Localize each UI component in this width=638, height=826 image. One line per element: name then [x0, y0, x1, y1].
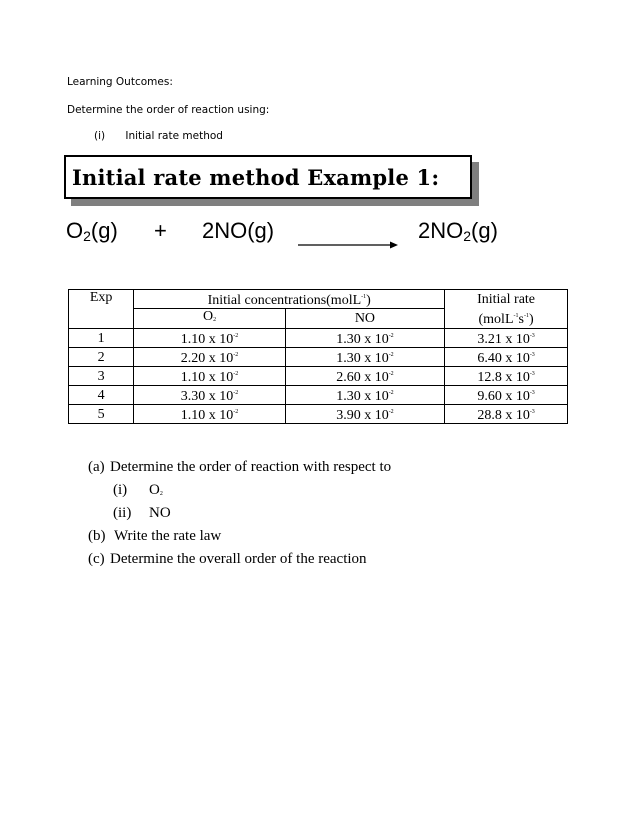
cell-o2: 3.30 x $10^{-2}$: [134, 386, 285, 405]
initial-rate-table: [68, 289, 568, 424]
learning-outcomes-line: Determine the order of reaction using:: [67, 104, 270, 116]
header-rate-units: $(molL^{-1}s^{-1})$: [445, 309, 568, 329]
reaction-equation: [66, 218, 536, 252]
table-row: [69, 405, 568, 424]
question-b: [88, 528, 221, 545]
cell-no: 1.30 x $10^{-2}$: [285, 386, 444, 405]
cell-rate: 9.60 x $10^{-3}$: [445, 386, 568, 405]
cell-o2: 1.10 x $10^{-2}$: [134, 329, 285, 348]
question-a: [88, 459, 391, 476]
question-a-ii-text: NO: [149, 505, 171, 521]
table-row: [69, 348, 568, 367]
table-row: [69, 386, 568, 405]
cell-rate: 12.8 x $10^{-3}$: [445, 367, 568, 386]
cell-no: 1.30 x $10^{-2}$: [285, 348, 444, 367]
header-concentrations: Initial concentrations(molL$^{-1}$): [134, 290, 445, 309]
cell-o2: 2.20 x $10^{-2}$: [134, 348, 285, 367]
question-c-tag: (c): [88, 551, 105, 567]
cell-rate: 3.21 x $10^{-3}$: [445, 329, 568, 348]
cell-no: 1.30 x $10^{-2}$: [285, 329, 444, 348]
learning-outcomes-item: [94, 130, 223, 142]
item-text: Initial rate method: [125, 130, 223, 142]
question-c: [88, 551, 367, 568]
cell-o2: 1.10 x $10^{-2}$: [134, 405, 285, 424]
cell-no: 3.90 x $10^{-2}$: [285, 405, 444, 424]
question-b-text: Write the rate law: [114, 528, 222, 544]
cell-exp: 5: [69, 405, 134, 424]
question-a-tag: (a): [88, 459, 105, 475]
question-a-ii-tag: (ii): [113, 505, 132, 521]
cell-exp: 2: [69, 348, 134, 367]
example-heading: Initial rate method Example 1:: [64, 155, 472, 199]
item-number: (i): [94, 130, 106, 142]
reaction-arrow-icon: [298, 230, 398, 256]
header-o2: $O_2$: [134, 309, 285, 329]
reactant-no: 2NO(g): [202, 218, 275, 243]
table-subheader-row: [69, 309, 568, 329]
table-row: [69, 329, 568, 348]
question-a-ii: [113, 505, 171, 522]
cell-exp: 3: [69, 367, 134, 386]
header-exp: Exp: [69, 290, 134, 329]
question-a-i: [113, 482, 163, 499]
product-no2: $2NO_2(g)$: [418, 218, 498, 244]
learning-outcomes-title: Learning Outcomes:: [67, 76, 173, 88]
cell-rate: 28.8 x $10^{-3}$: [445, 405, 568, 424]
question-c-text: Determine the overall order of the reaction: [110, 551, 367, 567]
cell-exp: 1: [69, 329, 134, 348]
question-b-tag: (b): [88, 528, 106, 544]
cell-rate: 6.40 x $10^{-3}$: [445, 348, 568, 367]
cell-no: 2.60 x $10^{-2}$: [285, 367, 444, 386]
question-a-i-text: $O_2$: [149, 482, 163, 498]
header-no: NO: [285, 309, 444, 329]
question-a-i-tag: (i): [113, 482, 128, 498]
question-a-text: Determine the order of reaction with respect to: [110, 459, 392, 475]
header-rate: Initial rate: [445, 290, 568, 309]
plus-sign: +: [154, 218, 167, 243]
cell-o2: 1.10 x $10^{-2}$: [134, 367, 285, 386]
reactant-o2: $O_2(g)$: [66, 218, 118, 244]
table-header-row: [69, 290, 568, 309]
cell-exp: 4: [69, 386, 134, 405]
table-row: [69, 367, 568, 386]
